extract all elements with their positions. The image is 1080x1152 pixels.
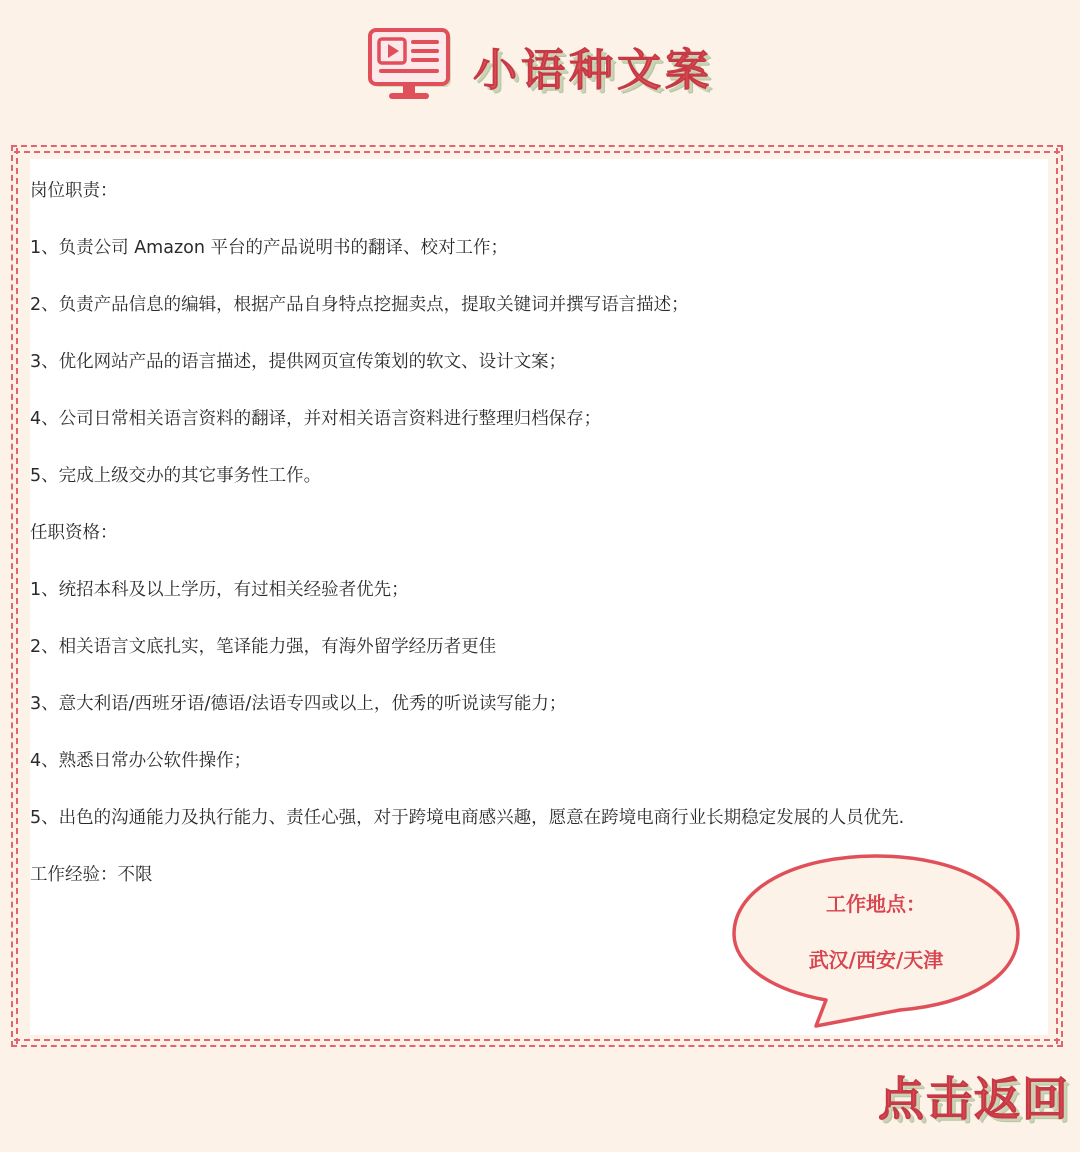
section-heading-duties: 岗位职责： [30,181,118,201]
section-heading-requirements: 任职资格： [30,523,118,543]
work-experience: 工作经验：不限 [30,865,153,885]
duty-item-3: 3、优化网站产品的语言描述，提供网页宣传策划的软文、设计文案； [30,352,567,372]
duty-item-2: 2、负责产品信息的编辑，根据产品自身特点挖掘卖点，提取关键词并撰写语言描述； [30,295,689,315]
header [0,24,1080,108]
back-button[interactable]: 点击返回 [878,1072,1070,1126]
requirement-item-5: 5、出色的沟通能力及执行能力、责任心强，对于跨境电商感兴趣，愿意在跨境电商行业长期稳定发展的人员优先. [30,808,905,828]
speech-bubble-icon [730,850,1022,1030]
requirement-item-3: 3、意大利语/西班牙语/德语/法语专四或以上，优秀的听说读写能力； [30,694,567,714]
duty-item-1: 1、负责公司 Amazon 平台的产品说明书的翻译、校对工作； [30,238,508,258]
location-value: 武汉/西安/天津 [808,948,944,972]
location-label: 工作地点： [826,892,926,916]
location-bubble [730,850,1022,1030]
requirement-item-2: 2、相关语言文底扎实，笔译能力强，有海外留学经历者更佳 [30,637,497,657]
requirement-item-1: 1、统招本科及以上学历，有过相关经验者优先； [30,580,409,600]
requirement-item-4: 4、熟悉日常办公软件操作； [30,751,252,771]
monitor-video-icon [367,27,455,105]
duty-item-4: 4、公司日常相关语言资料的翻译，并对相关语言资料进行整理归档保存； [30,409,602,429]
duty-item-5: 5、完成上级交办的其它事务性工作。 [30,466,322,486]
page-title: 小语种文案 [473,45,713,96]
